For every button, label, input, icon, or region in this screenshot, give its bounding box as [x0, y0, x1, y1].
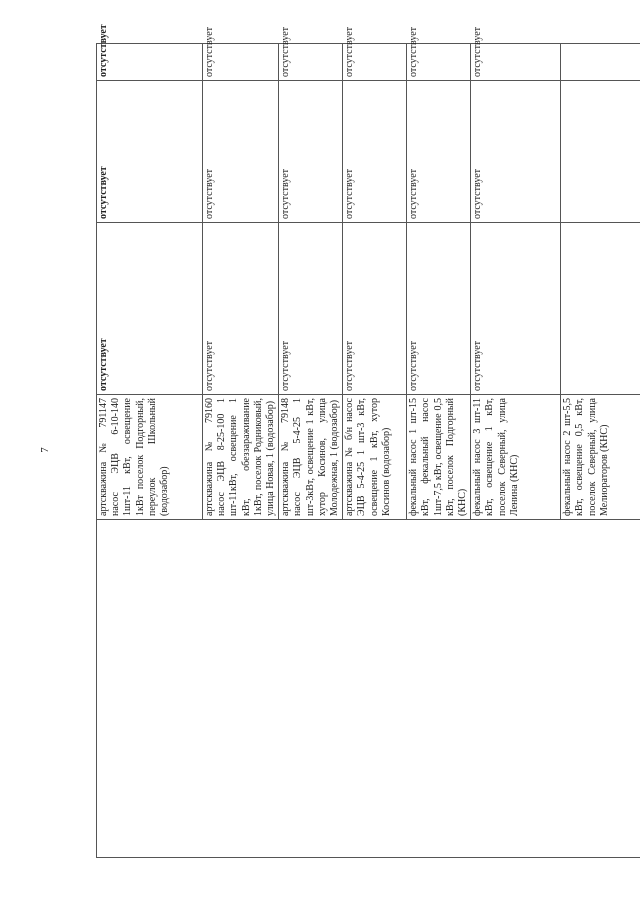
status-cell-b: отсутствует [343, 81, 407, 223]
status-cell-a: отсутствует [407, 223, 471, 395]
description-cell: фекальный насос 1 шт-15 кВт, фекальный насос 1шт-7,5 кВт, освещение 0,5 кВт, поселок Подгорный (КНС) [407, 395, 471, 520]
status-cell-b: отсутствует [203, 81, 279, 223]
description-cell: артскважина № б/н насос ЭЦВ 5-4-25 1 шт-3 кВт, освещение 1 кВт, хутор Косинов (водозабор) [343, 395, 407, 520]
rotated-table [96, 24, 610, 858]
status-cell-a [561, 223, 640, 395]
status-cell-a: отсутствует [279, 223, 343, 395]
status-cell-c [561, 44, 640, 81]
description-cell: артскважина № 791147 насос ЭЦВ 6-10-140 1шт-11 кВт, освещение 1кВт поселок Подгорный, переулок Школьный (водозабор) [97, 395, 203, 520]
empty-column-cell [97, 520, 640, 858]
description-cell: фекальный насос 3 шт-11 кВт, освещение 1 кВт, поселок Северный, улица Ленина (КНС) [471, 395, 561, 520]
status-cell-a: отсутствует [343, 223, 407, 395]
status-cell-b: отсутствует [407, 81, 471, 223]
status-cell-c: отсутствует [407, 44, 471, 81]
status-cell-b: отсутствует [97, 81, 203, 223]
status-cell-b [561, 81, 640, 223]
equipment-table [96, 24, 640, 858]
status-cell-c: отсутствует [97, 44, 203, 81]
description-cell: артскважина № 79160 насос ЭЦВ 8-25-100 1 шт-11кВт, освещение 1 кВт, обеззараживание 1кВт, поселок Родниковый, улица Новая, 1 (водозабор) [203, 395, 279, 520]
status-cell-b: отсутствует [279, 81, 343, 223]
status-cell-c: отсутствует [343, 44, 407, 81]
status-cell-a: отсутствует [203, 223, 279, 395]
table-row [97, 44, 203, 858]
description-cell: артскважина № 79148 насос ЭЦВ 5-4-25 1 шт-3кВт, освещение 1 кВт, хутор Косинов, улица Молодежная, 1 (водозабор) [279, 395, 343, 520]
status-cell-a: отсутствует [97, 223, 203, 395]
status-cell-a: отсутствует [471, 223, 561, 395]
description-cell: фекальный насос 2 шт-5,5 кВт, освещение 0,5 кВт, поселок Северный, улица Мелиораторов (КНС) [561, 395, 640, 520]
status-cell-c: отсутствует [471, 44, 561, 81]
page-number: 7 [38, 447, 51, 453]
status-cell-b: отсутствует [471, 81, 561, 223]
status-cell-c: отсутствует [203, 44, 279, 81]
status-cell-c: отсутствует [279, 44, 343, 81]
